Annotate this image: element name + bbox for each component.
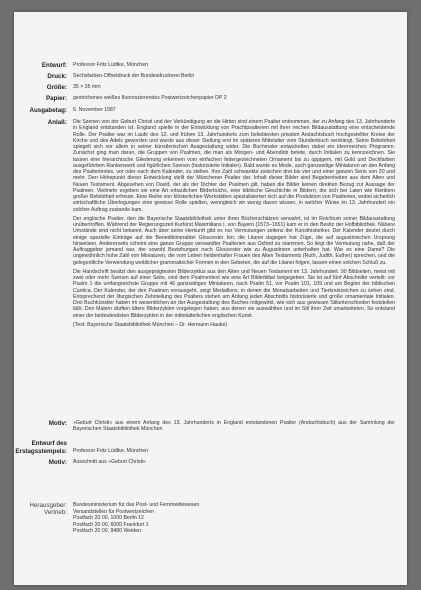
address-line: Versandstellen für Postwertzeichen xyxy=(73,508,155,515)
address-line: Bundesministerium für das Post- und Fernmeldewesen xyxy=(73,502,200,508)
druck-label: Druck: xyxy=(47,73,67,80)
groesse-value: 35 × 35 mm xyxy=(73,84,101,90)
erstagsstempel-motiv-label: Motiv: xyxy=(48,459,67,466)
anlass-label: Anlaß: xyxy=(47,119,67,126)
ausgabetag-label: Ausgabetag: xyxy=(29,107,67,114)
erstagsstempel-motiv-value: Ausschnitt aus »Geburt Christi« xyxy=(73,459,146,465)
erstagsstempel-label-2: Erstagsstempels: xyxy=(15,448,67,455)
druck-value: Sechsfarben-Offsetdruck der Bundesdruckerei Berlin xyxy=(73,73,195,79)
vertrieb-label: Vertrieb: xyxy=(43,509,67,516)
anlass-paragraph: Der englische Psalter, den die Bayerische Staatsbibliothek unter ihren Bücherschätzen verwahrt, ist im Reichtum seiner Bildausstattung unübertroffen. Während der Regierungszeit Kurfürst Maximilians I. von Bayern (1573–1651) kam er in den Besitz der Hofbibliothek. Nähere Umstände sind nicht bekannt. Auch über seine Herkunft gibt es nur Vermutungen seitens der Kunsthistoriker. Der Kalender deutet durch einige spezielle Einträge auf die Benediktinerabtei Gloucester hin; die Litanei dagegen hat Züge, die auf augustinischen Ursprung hinweisen. Andererseits scheint eine ganze Gruppe verwandter Psalterien aus Oxford zu stammen. So liegt die Vermutung nahe, daß der Auftraggeber jemand war, der sowohl Beziehungen nach Gloucester wie zu Augustinern unterhalten hat. War es eine Dame? Die ungewöhnlich hohe Zahl von Miniaturen, die vom Leben heldenhafter Frauen des Alten Testaments (Ruth, Judith, Esther) sprechen, und die gelegentliche Verwendung weiblicher grammatischer Formen in den Gebeten, die auf die Litanei folgen, lassen einen solchen Schluß zu. xyxy=(73,215,395,266)
stamp-info-sheet xyxy=(14,12,407,585)
entwurf-value: Professor Fritz Lüdtke, München xyxy=(73,62,148,68)
groesse-label: Größe: xyxy=(46,84,67,91)
motiv-label: Motiv: xyxy=(48,420,67,427)
anlass-source: (Text: Bayerische Staatsbibliothek München – Dr. Hermann Hauke) xyxy=(73,321,227,328)
anlass-paragraph: Die Szenen von der Geburt Christi und der Verkündigung an die Hirten sind einem Psalter entnommen, der zu Anfang des 13. Jahrhunderts in England entstanden ist. England spielte in der Entwicklung von Prachtpsalterien mit ihrer reichen Bildausstattung eine entscheidende Rolle. Der Psalter war im Laufe des 12. und frühen 13. Jahrhunderts zum beliebtesten privaten Andachtsbuch hochgestellter Kreise der Kirche und des Adels geworden und wurde aus dieser Stellung erst im späteren Mittelalter vom Stundenbuch verdrängt. Seine Beliebtheit spiegelt sich vor allem in seiner künstlerischen Ausgestaltung wider. Die Buchmaler entwickelten dabei ein ideenreiches Programm. Zunächst ging man daran, die Gruppen von Psalmen, die man als Morgen- und Abendlob betete, durch Initialen zu kennzeichnen. Sie lassen eine hierarchische Gliederung erkennen vom einfachen federgezeichneten Ornament bis zu üppigem, mit Gold und Deckfarben ausgeführtem Rankenwerk und figürlichen Szenen (historisierte Initialen). Bald wurde es Mode, auch ganzseitige Miniaturen an den Anfang des Psaltertextes, vor oder nach dem Kalender, zu stellen. Ihre Zahl schwankte zwischen drei bis vier und einer ganzen Serie von 20 und mehr. Den Höhepunkt dieser Entwicklung stellt der Münchener Psalter dar. Inhalt dieser Bilder sind Begebenheiten aus dem Alten und Neuen Testament. Abgesehen von David, der als der Dichter der Psalmen gilt, haben die Bilder keinen direkten Bezug zur Aussage der Psalmen. Vielmehr ergeben sie eine Art erbaulichen Bilderbuchs, eine biblische Geschichte in Bildern, die sich bei Laien wie Klerikern großer Beliebtheit erfreute. Eine Reihe von klösterlichen Werkstätten spezialisierten sich auf die Produktion von Psalterien, wobei sicherlich wirtschaftliche Überlegungen eine gewisse Rolle spielten, wenngleich wir wenig davon wissen, in welcher Weise im 13. Jahrhundert ein solcher Auftrag zustande kam. xyxy=(73,119,395,213)
erstagsstempel-label-1: Entwurf des xyxy=(31,440,67,447)
papier-value: gestrichenes weißes fluoreszierendes Postwertzeichenpapier DP 2 xyxy=(73,95,227,101)
ausgabetag-value: 6. November 1987 xyxy=(73,107,116,113)
herausgeber-address xyxy=(73,502,395,535)
herausgeber-label: Herausgeber: xyxy=(29,502,67,509)
papier-label: Papier: xyxy=(46,95,67,102)
anlass-paragraph: Die Handschrift besitzt den ausgeprägtesten Bilderzyklus aus den Alten und Neuen Testament im 13. Jahrhundert. 90 Bildseiten, meist mit zwei oder mehr Szenen auf einer Seite, sind dem Psalmentext wie eine Art Bilderbibel beigegeben. Sie ist auf fünf Abschnitte verteilt: vor Psalm 1 die umfangreichste Gruppe mit 46 ganzseitigen Miniaturen, nach Psalm 51, vor Psalm 101, 109 und am Beginn der biblischen Cantica. Der Kalender, der den Psalmen vorausgeht, zeigt Medaillons, in denen die Monatsarbeiten und Tierkreiszeichen zu sehen sind. Entsprechend der liturgischen Zehnteilung des Psalters stehen am Anfang jeden Abschnitts historisierte und große ornamentale Initialen. Drei Buchkünstler haben im wesentlichen an der Ausgestaltung des Buches mitgewirkt, wie sich aus gewissen Stilunterschieden feststellen läßt. Den Malern dürften ältere Bilderzyklen vorgelegen haben, aus denen sie auswählten und im Stil ihrer Zeit umarbeiteten. So entstand einer der bedeutendsten Bilderzyklen in der mittelalterlichen englischen Kunst. xyxy=(73,268,395,319)
address-line: Postfach 20 00, 8480 Weiden xyxy=(73,528,141,534)
motiv-value: »Geburt Christi« aus einem Anfang des 13. Jahrhunderts in England entstandenen Psalter (Andachtsbuch) aus der Sammlung der Bayerischen Staatsbibliothek München xyxy=(73,420,395,433)
anlass-text xyxy=(73,119,395,331)
entwurf-label: Entwurf: xyxy=(41,62,67,69)
erstagsstempel-value: Professor Fritz Lüdtke, München xyxy=(73,448,148,454)
address-line: Postfach 20 00, 6000 Frankfurt 1 xyxy=(73,521,149,528)
address-line: Postfach 20 00, 1000 Berlin 12 xyxy=(73,515,144,521)
